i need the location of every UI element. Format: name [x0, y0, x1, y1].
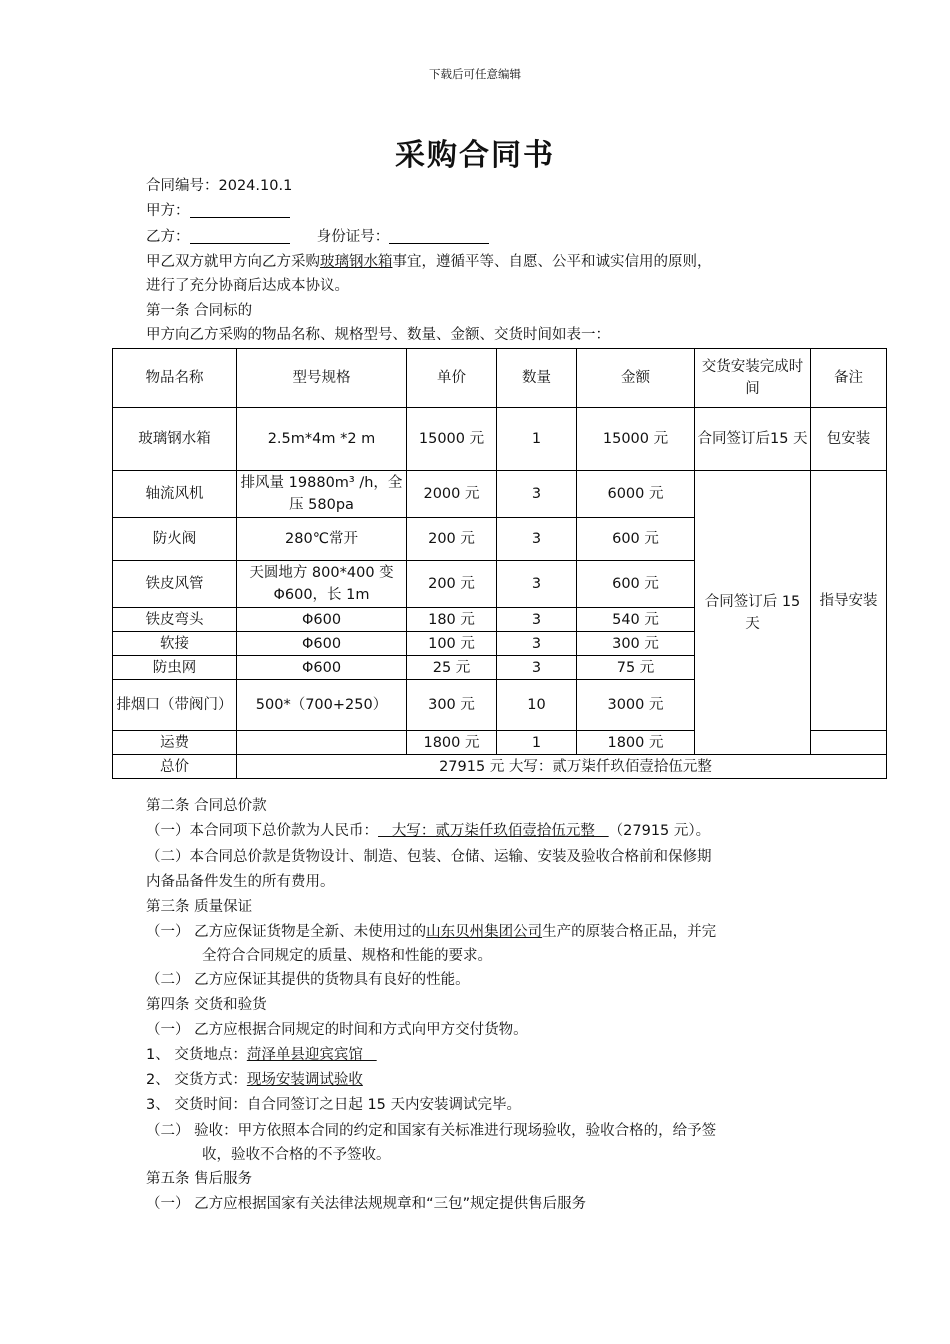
intro-line-2: 进行了充分协商后达成本协议。	[146, 278, 349, 294]
item-price: 200 元	[407, 518, 497, 561]
item-spec: 天圆地方 800*400 变 Φ600，长 1m	[237, 561, 407, 608]
item-spec	[237, 731, 407, 755]
intro-text: 甲乙双方就甲方向乙方采购	[146, 254, 320, 270]
article5-p1: （一） 乙方应根据国家有关法律法规规章和“三包”规定提供售后服务	[146, 1196, 587, 1212]
delivery-time: 3、 交货时间：自合同签订之日起 15 天内安装调试完毕。	[146, 1097, 522, 1113]
article1-desc: 甲方向乙方采购的物品名称、规格型号、数量、金额、交货时间如表一：	[146, 327, 610, 343]
article1-heading: 第一条 合同标的	[146, 303, 253, 319]
article4-heading: 第四条 交货和验货	[146, 997, 267, 1013]
item-spec: 280℃常开	[237, 518, 407, 561]
article3-p1-pre: （一） 乙方应保证货物是全新、未使用过的	[146, 924, 427, 940]
item-name: 铁皮风管	[113, 561, 237, 608]
intro-text-2: 事宜，遵循平等、自愿、公平和诚实信用的原则，	[392, 254, 712, 270]
article3-p1-line2: 全符合合同规定的质量、规格和性能的要求。	[202, 948, 492, 964]
item-name: 玻璃钢水箱	[113, 408, 237, 471]
column-header: 单价	[407, 349, 497, 408]
total-label: 总价	[113, 755, 237, 779]
item-note: 包安装	[811, 408, 887, 471]
item-qty: 3	[497, 608, 577, 632]
id-number-field[interactable]	[389, 228, 489, 244]
item-spec: 500*（700+250）	[237, 680, 407, 731]
article2-heading: 第二条 合同总价款	[146, 798, 267, 814]
item-note	[811, 731, 887, 755]
party-a-label: 甲方：	[146, 203, 190, 219]
item-name: 排烟口（带阀门）	[113, 680, 237, 731]
item-spec: Φ600	[237, 632, 407, 656]
article4-p2-line1: （二） 验收：甲方依照本合同的约定和国家有关标准进行现场验收，验收合格的，给予签	[146, 1123, 717, 1139]
item-qty: 3	[497, 632, 577, 656]
item-amount: 300 元	[577, 632, 695, 656]
intro-item: 玻璃钢水箱	[320, 254, 393, 270]
column-header: 交货安装完成时间	[695, 349, 811, 408]
delivery-location	[146, 1045, 377, 1065]
item-spec: 排风量 19880m³ /h，全压 580pa	[237, 471, 407, 518]
manufacturer: 山东贝州集团公司	[426, 924, 543, 940]
article3-p1	[146, 922, 716, 942]
column-header: 型号规格	[237, 349, 407, 408]
party-b-line	[146, 227, 489, 247]
item-qty: 3	[497, 656, 577, 680]
table-row	[113, 471, 887, 518]
item-spec: Φ600	[237, 608, 407, 632]
party-a-line	[146, 201, 290, 221]
item-amount: 540 元	[577, 608, 695, 632]
delivery-location-label: 1、 交货地点：	[146, 1047, 247, 1063]
item-amount: 600 元	[577, 518, 695, 561]
delivery-method-value: 现场安装调试验收	[246, 1072, 363, 1088]
header-note: 下载后可任意编辑	[429, 67, 521, 81]
total-amount-words: 大写：贰万柒仟玖佰壹拾伍元整	[378, 823, 609, 839]
item-price: 100 元	[407, 632, 497, 656]
article4-p2-line2: 收，验收不合格的不予签收。	[202, 1147, 391, 1163]
article2-p1-pre: （一）本合同项下总价款为人民币：	[146, 823, 378, 839]
item-spec: Φ600	[237, 656, 407, 680]
delivery-method-label: 2、 交货方式：	[146, 1072, 247, 1088]
party-b-label: 乙方：	[146, 229, 190, 245]
article2-p2-line2: 内备品备件发生的所有费用。	[146, 874, 335, 890]
column-header: 物品名称	[113, 349, 237, 408]
item-qty: 3	[497, 471, 577, 518]
party-a-field[interactable]	[190, 202, 290, 218]
item-spec: 2.5m*4m *2 m	[237, 408, 407, 471]
item-price: 1800 元	[407, 731, 497, 755]
items-table	[112, 348, 887, 779]
article3-p2: （二） 乙方应保证其提供的货物具有良好的性能。	[146, 972, 470, 988]
delivery-location-value: 菏泽单县迎宾宾馆	[246, 1047, 377, 1063]
item-name: 运费	[113, 731, 237, 755]
item-price: 300 元	[407, 680, 497, 731]
item-amount: 1800 元	[577, 731, 695, 755]
item-name: 防火阀	[113, 518, 237, 561]
item-name: 铁皮弯头	[113, 608, 237, 632]
item-amount: 15000 元	[577, 408, 695, 471]
item-name: 防虫网	[113, 656, 237, 680]
id-number-label: 身份证号：	[316, 229, 390, 245]
item-qty: 1	[497, 408, 577, 471]
item-qty: 3	[497, 561, 577, 608]
column-header: 金额	[577, 349, 695, 408]
article2-p1	[146, 821, 710, 841]
item-name: 轴流风机	[113, 471, 237, 518]
column-header: 备注	[811, 349, 887, 408]
article4-p1: （一） 乙方应根据合同规定的时间和方式向甲方交付货物。	[146, 1022, 528, 1038]
document-title: 采购合同书	[395, 138, 555, 173]
item-price: 2000 元	[407, 471, 497, 518]
group-note: 指导安装	[811, 471, 887, 731]
article2-p2-line1: （二）本合同总价款是货物设计、制造、包装、仓储、运输、安装及验收合格前和保修期	[146, 849, 712, 865]
delivery-method	[146, 1070, 363, 1090]
item-amount: 75 元	[577, 656, 695, 680]
item-price: 15000 元	[407, 408, 497, 471]
item-amount: 3000 元	[577, 680, 695, 731]
item-amount: 600 元	[577, 561, 695, 608]
item-qty: 1	[497, 731, 577, 755]
item-qty: 10	[497, 680, 577, 731]
party-b-field[interactable]	[190, 228, 290, 244]
table-row	[113, 408, 887, 471]
item-price: 180 元	[407, 608, 497, 632]
contract-number: 合同编号：2024.10.1	[146, 178, 293, 194]
item-amount: 6000 元	[577, 471, 695, 518]
item-price: 25 元	[407, 656, 497, 680]
article2-p1-post: （27915 元）。	[608, 823, 711, 839]
item-name: 软接	[113, 632, 237, 656]
item-price: 200 元	[407, 561, 497, 608]
item-qty: 3	[497, 518, 577, 561]
item-time: 合同签订后15 天	[695, 408, 811, 471]
total-row	[113, 755, 887, 779]
article3-p1-post: 生产的原装合格正品，并完	[542, 924, 717, 940]
total-value: 27915 元 大写：贰万柒仟玖佰壹拾伍元整	[237, 755, 887, 779]
article3-heading: 第三条 质量保证	[146, 899, 253, 915]
table-header-row	[113, 349, 887, 408]
article5-heading: 第五条 售后服务	[146, 1171, 253, 1187]
group-time: 合同签订后 15 天	[695, 471, 811, 755]
column-header: 数量	[497, 349, 577, 408]
intro-line-1	[146, 252, 712, 272]
